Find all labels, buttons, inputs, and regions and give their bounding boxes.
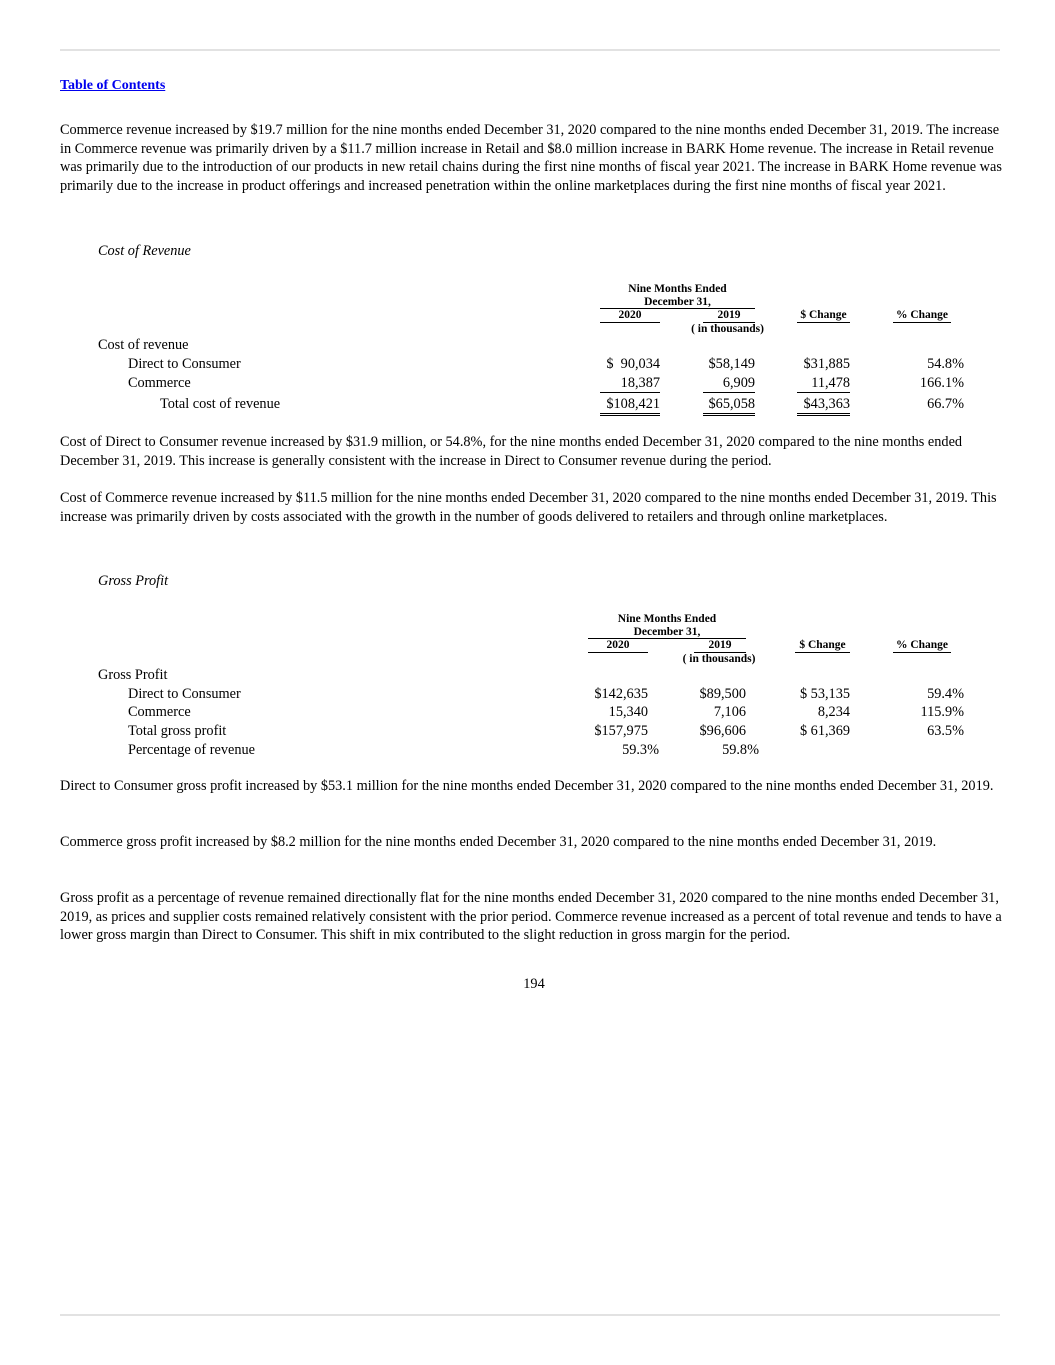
row-label: Direct to Consumer (128, 356, 241, 372)
col-header-2019: 2019 (694, 639, 746, 653)
value-pct-change: 166.1% (919, 375, 964, 391)
cost-paragraph-1: Cost of Direct to Consumer revenue increased by $31.9 million, or 54.8%, for the nine months ended December 31, 2020 compared to the nine months ended December 31, 2019. This increase is generally consistent with the increase in Direct to Consumer revenue during the period. (60, 434, 963, 469)
value-2019: $65,058 (703, 395, 755, 416)
value-pct-change: 54.8% (927, 356, 964, 372)
gross-profit-heading: Gross Profit (98, 573, 169, 589)
value-2019: $58,149 (708, 356, 755, 372)
top-rule (60, 49, 1000, 51)
period-header-line2: December 31, (644, 295, 711, 308)
value-2019: 6,909 (703, 374, 755, 393)
value-change: $43,363 (797, 395, 850, 416)
row-label: Commerce (128, 375, 191, 391)
value-2020: 18,387 (600, 374, 660, 393)
value-change: $ 61,369 (799, 723, 850, 739)
value-pct-change: 115.9% (920, 704, 964, 720)
intro-paragraph: Commerce revenue increased by $19.7 million for the nine months ended December 31, 2020 compared to the nine months ended December 31, 2019. The increase in Commerce revenue was primarily driven by a $11.7 million increase in Retail and $8.0 million increase in BARK Home revenue. The increase in Retail revenue was primarily due to the introduction of our products in new retail chains during the first nine months of fiscal year 2021. The increase in BARK Home revenue was primarily due to the increase in product offerings and increased penetration within the online marketplaces during the first nine months of fiscal year 2021. (60, 122, 1002, 195)
gross-paragraph-1: Direct to Consumer gross profit increased by $53.1 million for the nine months ended December 31, 2020 compared to the nine months ended December 31, 2019. (60, 778, 994, 794)
row-label: Commerce (128, 704, 191, 720)
value-2020: $142,635 (594, 686, 648, 702)
gross-paragraph-3: Gross profit as a percentage of revenue remained directionally flat for the nine months ended December 31, 2020 compared to the nine months ended December 31, 2019, as prices and supplier costs remained relatively consistent with the prior period. Commerce revenue increased as a percent of total revenue and tends to have a lower gross margin than Direct to Consumer. This shift in mix contributed to the slight reduction in gross margin for the period. (60, 890, 1002, 944)
row-label: Percentage of revenue (128, 742, 256, 758)
units-label: ( in thousands) (682, 653, 756, 665)
value-change: $ 53,135 (799, 686, 850, 702)
value-pct-change: 59.4% (927, 686, 964, 702)
table-of-contents-link[interactable]: Table of Contents (60, 78, 166, 93)
group-label: Cost of revenue (98, 337, 189, 353)
value-pct-change: 63.5% (927, 723, 964, 739)
row-label: Total gross profit (128, 723, 227, 739)
value-change: 8,234 (817, 704, 850, 720)
value-change: 11,478 (797, 374, 850, 393)
value-pct-change: 66.7% (927, 396, 964, 412)
period-header-line2: December 31, (633, 625, 701, 638)
units-label: ( in thousands) (691, 323, 764, 335)
cost-paragraph-2: Cost of Commerce revenue increased by $11.5 million for the nine months ended December 31, 2020 compared to the nine months ended December 31, 2019. This increase was primarily driven by costs associated with the growth in the number of goods delivered to retailers and through online marketplaces. (60, 490, 997, 525)
period-header (600, 283, 755, 309)
period-header (588, 613, 746, 639)
value-2019: $89,500 (699, 686, 746, 702)
value-2020: $ 90,034 (606, 356, 660, 372)
period-header-line1: Nine Months Ended (617, 613, 717, 625)
value-2019: $96,606 (699, 723, 746, 739)
col-header-2019: 2019 (703, 309, 755, 323)
page-number: 194 (523, 976, 545, 992)
col-header-pct-change: % Change (893, 309, 951, 323)
col-header-2020: 2020 (600, 309, 660, 323)
row-label: Direct to Consumer (128, 686, 241, 702)
col-header-change: $ Change (797, 309, 850, 323)
value-2020: $108,421 (600, 395, 660, 416)
value-2020: $157,975 (594, 723, 648, 739)
gross-paragraph-2: Commerce gross profit increased by $8.2 million for the nine months ended December 31, 2020 compared to the nine months ended December 31, 2019. (60, 834, 937, 850)
value-2019: 7,106 (713, 704, 746, 720)
col-header-2020: 2020 (588, 639, 648, 653)
value-2019: 59.8% (722, 742, 759, 758)
cost-of-revenue-heading: Cost of Revenue (98, 243, 191, 259)
col-header-pct-change: % Change (893, 639, 951, 653)
group-label: Gross Profit (98, 667, 168, 683)
col-header-change: $ Change (795, 639, 850, 653)
row-label: Total cost of revenue (160, 396, 281, 412)
value-change: $31,885 (803, 356, 850, 372)
bottom-rule (60, 1314, 1000, 1316)
value-2020: 59.3% (622, 742, 659, 758)
period-header-line1: Nine Months Ended (628, 283, 727, 295)
value-2020: 15,340 (608, 704, 648, 720)
